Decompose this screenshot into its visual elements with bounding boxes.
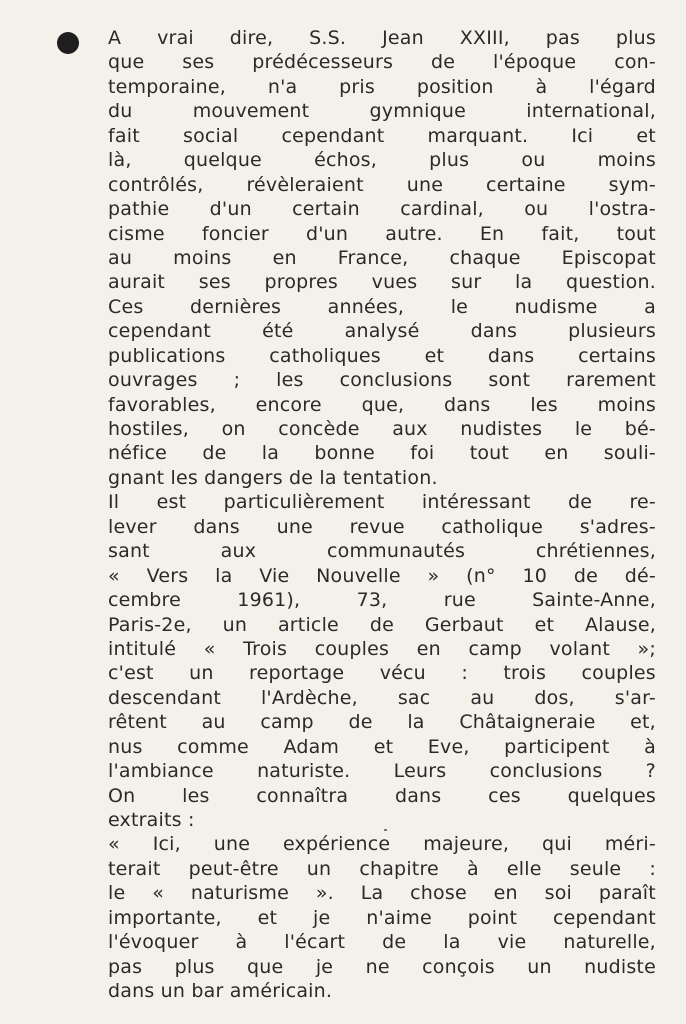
text-line: Il est particulièrement intéressant de re-	[108, 491, 656, 514]
text-line: nus comme Adam et Eve, participent à	[108, 735, 656, 758]
text-line: du mouvement gymnique international,	[108, 100, 656, 123]
text-line: que ses prédécesseurs de l'époque con-	[108, 51, 656, 74]
text-line: pas plus que je ne conçois un nudiste	[108, 955, 656, 978]
text-line: Paris-2e, un article de Gerbaut et Alause,	[108, 613, 656, 636]
text-line: aurait ses propres vues sur la question.	[108, 271, 656, 294]
text-line: terait peut-être un chapitre à elle seule :	[108, 857, 656, 880]
text-line: « Ici, une expérience majeure, qui méri-	[108, 833, 656, 856]
text-line: l'ambiance naturiste. Leurs conclusions ?	[108, 760, 656, 783]
text-line: là, quelque échos, plus ou moins	[108, 149, 656, 172]
text-line: lever dans une revue catholique s'adres-	[108, 515, 656, 538]
text-line: « Vers la Vie Nouvelle » (n° 10 de dé-	[108, 564, 656, 587]
text-line: extraits :	[108, 809, 195, 831]
text-line: A vrai dire, S.S. Jean XXIII, pas plus	[108, 27, 656, 49]
article-text	[108, 26, 656, 1004]
bullet-dot	[57, 32, 79, 54]
text-line: sant aux communautés chrétiennes,	[108, 540, 656, 563]
text-line: temporaine, n'a pris position à l'égard	[108, 75, 656, 98]
text-line: publications catholiques et dans certains	[108, 344, 656, 367]
text-line: rêtent au camp de la Châtaigneraie et,	[108, 711, 656, 734]
text-line: gnant les dangers de la tentation.	[108, 466, 438, 489]
text-line: cependant été analysé dans plusieurs	[108, 320, 656, 343]
text-line: favorables, encore que, dans les moins	[108, 393, 656, 416]
text-line: intitulé « Trois couples en camp volant »;	[108, 637, 656, 660]
text-line: contrôlés, révèleraient une certaine sym-	[108, 173, 656, 196]
text-line: importante, et je n'aime point cependant	[108, 906, 656, 929]
text-line: fait social cependant marquant. Ici et	[108, 124, 656, 147]
text-line: hostiles, on concède aux nudistes le bé-	[108, 418, 656, 440]
text-line: descendant l'Ardèche, sac au dos, s'ar-	[108, 686, 656, 709]
scan-speck	[384, 829, 387, 831]
text-line: au moins en France, chaque Episcopat	[108, 246, 656, 269]
text-line: le « naturisme ». La chose en soi paraît	[108, 882, 656, 905]
text-line: c'est un reportage vécu : trois couples	[108, 662, 656, 685]
text-line: cembre 1961), 73, rue Sainte-Anne,	[108, 589, 656, 612]
text-line: pathie d'un certain cardinal, ou l'ostra-	[108, 198, 656, 221]
text-line: dans un bar américain.	[108, 980, 333, 1003]
text-line: ouvrages ; les conclusions sont rarement	[108, 369, 656, 392]
text-line: cisme foncier d'un autre. En fait, tout	[108, 222, 656, 245]
text-line: On les connaîtra dans ces quelques	[108, 784, 656, 807]
text-line: l'évoquer à l'écart de la vie naturelle,	[108, 931, 656, 954]
text-line: Ces dernières années, le nudisme a	[108, 295, 656, 318]
text-line: néfice de la bonne foi tout en souli-	[108, 442, 656, 465]
